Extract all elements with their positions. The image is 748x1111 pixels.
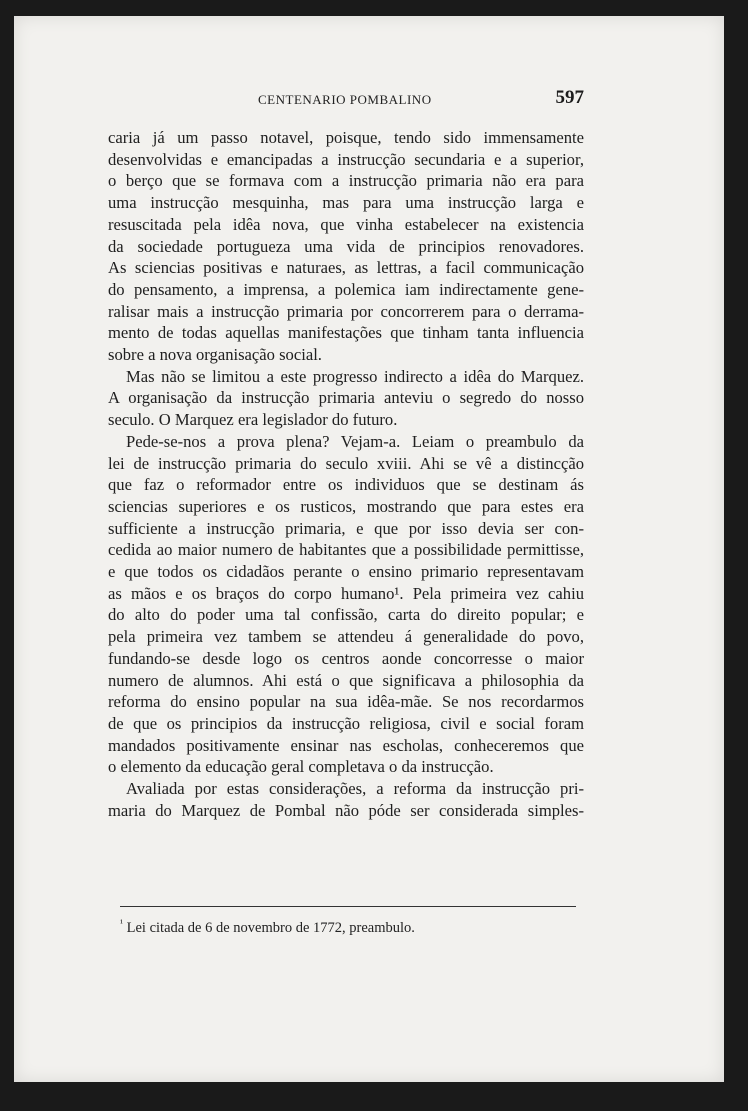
text-line: sufficiente a instrucção primaria, e que por isso devia ser con- — [108, 518, 584, 538]
text-line: sobre a nova organisação social. — [108, 345, 322, 365]
text-line: Mas não se limitou a este progresso indirecto a idêa do Marquez. — [126, 366, 584, 386]
text-line: seculo. O Marquez era legislador do futuro. — [108, 410, 398, 430]
paragraph-2 — [108, 366, 584, 431]
text-line: resuscitada pela idêa nova, que vinha estabelecer na existencia — [108, 214, 584, 234]
text-line: do alto do poder uma tal confissão, carta do direito popular; e — [108, 605, 584, 625]
text-line: As sciencias positivas e naturaes, as lettras, a facil communicação — [108, 258, 584, 278]
text-line: de que os principios da instrucção religiosa, civil e social foram — [108, 713, 584, 733]
text-line: cedida ao maior numero de habitantes que a possibilidade permittisse, — [108, 540, 584, 560]
footnote-text: Lei citada de 6 de novembro de 1772, preambulo. — [126, 919, 415, 936]
text-line: Avaliada por estas considerações, a reforma da instrucção pri- — [126, 779, 584, 799]
text-line: uma instrucção mesquinha, mas para uma instrucção larga e — [108, 193, 584, 213]
text-line: as mãos e os braços do corpo humano¹. Pela primeira vez cahiu — [108, 583, 584, 603]
text-line: A organisação da instrucção primaria anteviu o segredo do nosso — [108, 388, 584, 408]
text-line: o elemento da educação geral completava o da instrucção. — [108, 757, 494, 777]
text-line: sciencias superiores e os rusticos, mostrando que para estes era — [108, 496, 584, 516]
text-line: que faz o reformador entre os individuos que se destinam ás — [108, 475, 584, 495]
text-line: numero de alumnos. Ahi está o que significava a philosophia da — [108, 670, 584, 690]
text-line: Pede-se-nos a prova plena? Vejam-a. Leiam o preambulo da — [126, 431, 584, 451]
paragraph-3 — [108, 431, 584, 778]
text-line: mandados positivamente ensinar nas escholas, conheceremos que — [108, 735, 584, 755]
text-line: o berço que se formava com a instrucção primaria não era para — [108, 171, 584, 191]
text-line: ralisar mais a instrucção primaria por concorrerem para o derrama- — [108, 301, 584, 321]
footnote-divider — [120, 906, 576, 907]
running-title: CENTENARIO POMBALINO — [258, 92, 432, 107]
text-line: e que todos os cidadãos perante o ensino primario representavam — [108, 562, 584, 582]
page-number: 597 — [555, 87, 584, 108]
text-line: reforma do ensino popular na sua idêa-mãe. Se nos recordarmos — [108, 692, 584, 712]
text-line: da sociedade portugueza uma vida de principios renovadores. — [108, 236, 584, 256]
text-line: pela primeira vez tambem se attendeu á generalidade do povo, — [108, 627, 584, 647]
text-line: fundando-se desde logo os centros aonde concorresse o maior — [108, 648, 584, 668]
text-line: caria já um passo notavel, poisque, tendo sido immensamente — [108, 128, 584, 147]
body-text — [108, 127, 584, 822]
paragraph-4 — [108, 778, 584, 821]
paragraph-1 — [108, 127, 584, 366]
footnote — [120, 918, 590, 937]
text-line: lei de instrucção primaria do seculo xviii. Ahi se vê a distincção — [108, 453, 584, 473]
page-header — [108, 88, 584, 112]
text-line: desenvolvidas e emancipadas a instrucção secundaria e a superior, — [108, 149, 584, 169]
text-line: maria do Marquez de Pombal não póde ser considerada simples- — [108, 800, 584, 820]
text-line: mento de todas aquellas manifestações que tinham tanta influencia — [108, 323, 584, 343]
footnote-marker: ¹ — [120, 918, 123, 929]
text-line: do pensamento, a imprensa, a polemica iam indirectamente gene- — [108, 279, 584, 299]
